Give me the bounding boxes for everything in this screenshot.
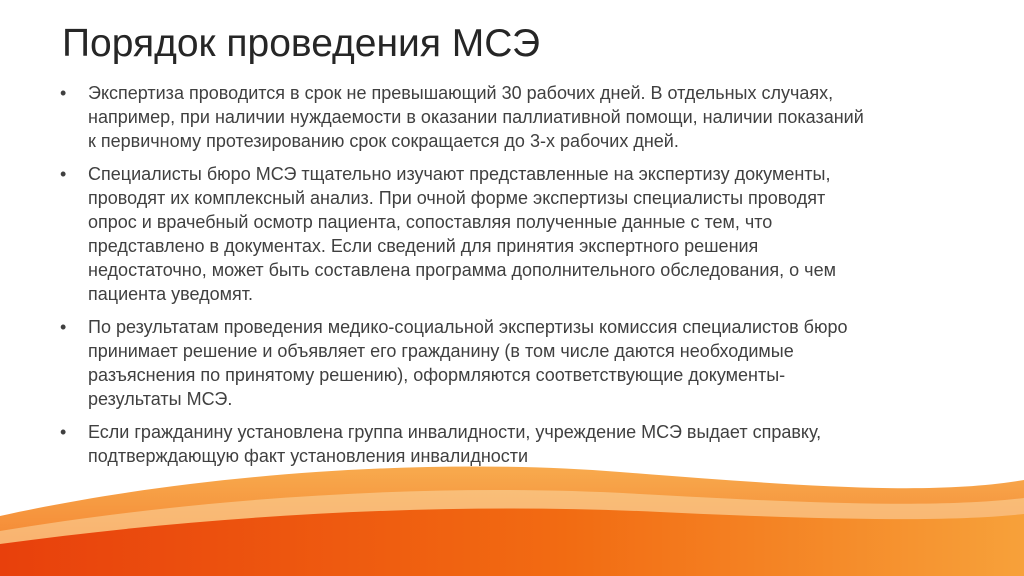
- bullet-line: результаты МСЭ.: [88, 389, 233, 409]
- bullet-line: проводят их комплексный анализ. При очной форме экспертизы специалисты проводят: [88, 188, 826, 208]
- bullet-line: Специалисты бюро МСЭ тщательно изучают представленные на экспертизу документы,: [88, 164, 831, 184]
- bullet-line: пациента уведомят.: [88, 284, 253, 304]
- bullet-line: представлено в документах. Если сведений для принятия экспертного решения: [88, 236, 759, 256]
- bullet-line: недостаточно, может быть составлена программа дополнительного обследования, о чем: [88, 260, 836, 280]
- bullet-item: [60, 315, 960, 411]
- bullet-line: подтверждающую факт установления инвалидности: [88, 446, 529, 466]
- bullet-list: [60, 81, 960, 477]
- bullet-line: опрос и врачебный осмотр пациента, сопоставляя полученные данные с тем, что: [88, 212, 773, 232]
- bullet-item: [60, 162, 960, 306]
- bullet-line: Экспертиза проводится в срок не превышающий 30 рабочих дней. В отдельных случаях,: [88, 83, 834, 103]
- bullet-line: Если гражданину установлена группа инвалидности, учреждение МСЭ выдает справку,: [88, 422, 822, 442]
- bullet-dot-icon: •: [60, 422, 67, 442]
- bullet-line: например, при наличии нуждаемости в оказании паллиативной помощи, наличии показаний: [88, 107, 864, 127]
- bullet-line: разъяснения по принятому решению), оформляются соответствующие документы-: [88, 365, 786, 385]
- bullet-line: По результатам проведения медико-социальной экспертизы комиссия специалистов бюро: [88, 317, 848, 337]
- bullet-dot-icon: •: [60, 317, 67, 337]
- slide-title: Порядок проведения МСЭ: [62, 22, 541, 65]
- bullet-line: к первичному протезированию срок сокращается до 3-х рабочих дней.: [88, 131, 679, 151]
- bullet-line: принимает решение и объявляет его гражданину (в том числе даются необходимые: [88, 341, 794, 361]
- bullet-dot-icon: •: [60, 164, 67, 184]
- bullet-dot-icon: •: [60, 83, 67, 103]
- bullet-item: [60, 81, 960, 153]
- decorative-orange-wave: [0, 436, 1024, 576]
